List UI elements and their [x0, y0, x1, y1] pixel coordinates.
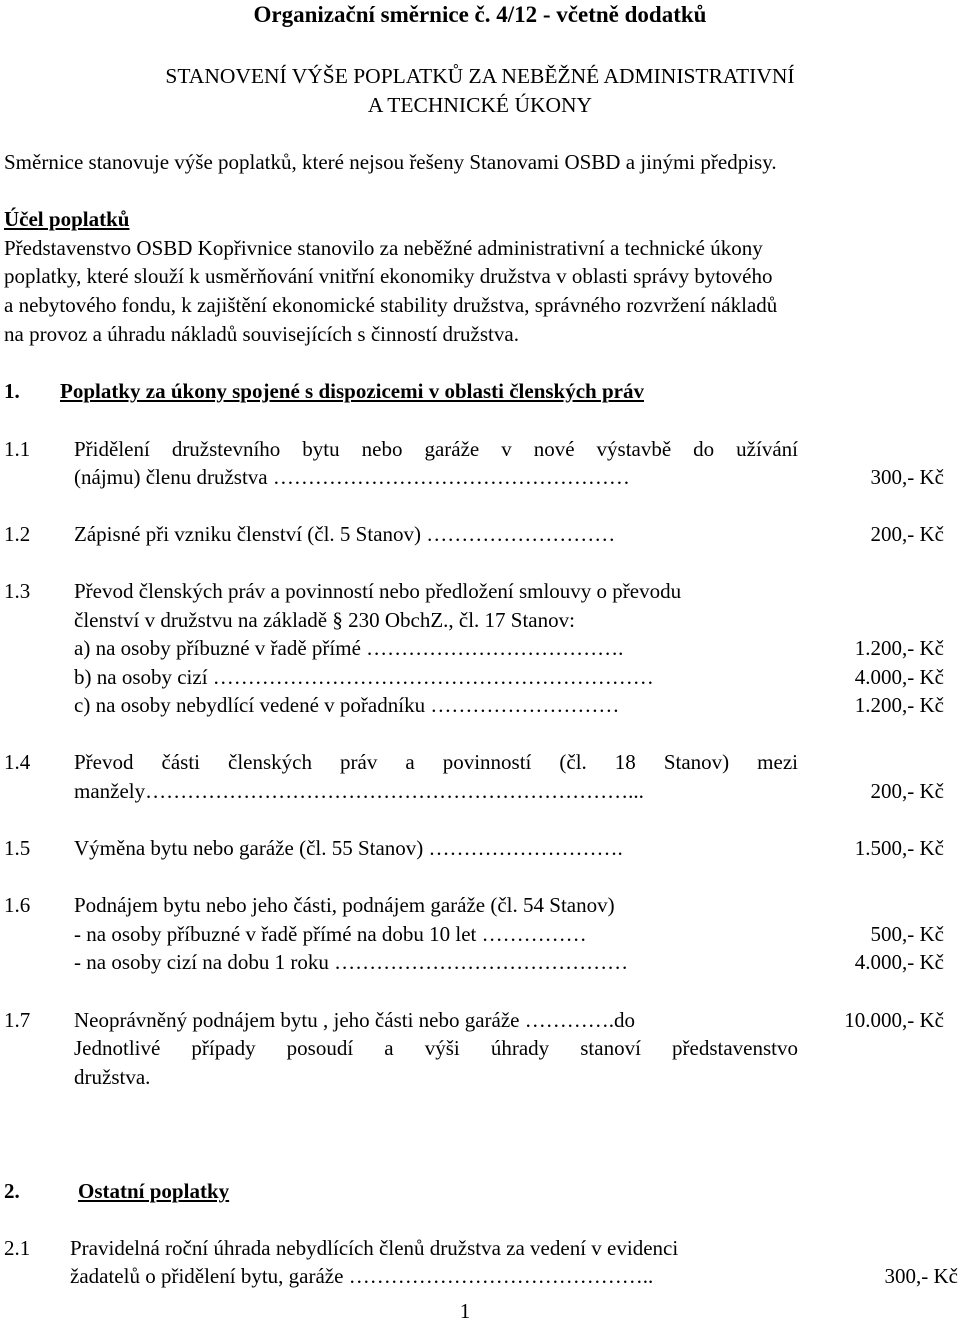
item-1-6-b-amount: 4.000,- Kč — [854, 950, 944, 974]
item-1-2-text: Zápisné při vzniku členství (čl. 5 Stanov) ……………………… — [74, 522, 616, 546]
item-1-4-line-1: Převod části členských práv a povinností (čl. 18 Stanov) mezi — [74, 750, 798, 774]
item-number: 1.1 — [4, 437, 31, 461]
subtitle-line-1: STANOVENÍ VÝŠE POPLATKŮ ZA NEBĚŽNÉ ADMINISTRATIVNÍ — [165, 64, 795, 88]
item-number: 1.4 — [4, 750, 31, 774]
item-number: 1.5 — [4, 836, 31, 860]
document-title: Organizační směrnice č. 4/12 - včetně dodatků — [253, 2, 707, 27]
item-2-1-line-2: žadatelů o přidělení bytu, garáže …………………………………….. — [70, 1264, 654, 1288]
item-number: 1.7 — [4, 1008, 31, 1032]
purpose-line: poplatky, které slouží k usměrňování vnitřní ekonomiky družstva v oblasti správy bytového — [4, 264, 773, 288]
item-1-6-a: - na osoby příbuzné v řadě přímé na dobu 10 let …………… — [74, 922, 587, 946]
page-number: 1 — [459, 1299, 471, 1323]
purpose-heading: Účel poplatků — [4, 207, 130, 231]
item-1-3-b: b) na osoby cizí ……………………………………………………… — [74, 665, 654, 689]
item-2-1-line-1: Pravidelná roční úhrada nebydlících členů družstva za vedení v evidenci — [70, 1236, 679, 1260]
item-1-7-line-3: družstva. — [74, 1065, 151, 1089]
item-1-3-c-amount: 1.200,- Kč — [854, 693, 944, 717]
item-number: 2.1 — [4, 1236, 31, 1260]
item-1-4-amount: 200,- Kč — [870, 779, 944, 803]
section-2-title: Ostatní poplatky — [78, 1179, 230, 1203]
item-1-6-a-amount: 500,- Kč — [870, 922, 944, 946]
item-1-6-line-1: Podnájem bytu nebo jeho části, podnájem garáže (čl. 54 Stanov) — [74, 893, 615, 917]
purpose-line: Představenstvo OSBD Kopřivnice stanovilo za neběžné administrativní a technické úkony — [4, 236, 763, 260]
item-1-3-line-1: Převod členských práv a povinností nebo předložení smlouvy o převodu — [74, 579, 682, 603]
item-1-3-b-amount: 4.000,- Kč — [854, 665, 944, 689]
item-1-4-line-2: manžely……………………………………………………………... — [74, 779, 644, 803]
section-1-number: 1. — [4, 379, 20, 403]
item-2-1-amount: 300,- Kč — [884, 1264, 958, 1288]
section-2-number: 2. — [4, 1179, 20, 1203]
item-number: 1.6 — [4, 893, 31, 917]
section-1-title: Poplatky za úkony spojené s dispozicemi v oblasti členských práv — [60, 379, 644, 403]
item-1-7-amount: 10.000,- Kč — [844, 1008, 944, 1032]
intro-text: Směrnice stanovuje výše poplatků, které nejsou řešeny Stanovami OSBD a jinými předpisy. — [4, 150, 777, 174]
item-1-3-a-amount: 1.200,- Kč — [854, 636, 944, 660]
item-1-7-line-1: Neoprávněný podnájem bytu , jeho části nebo garáže ………….do — [74, 1008, 636, 1032]
item-1-1-line-1: Přidělení družstevního bytu nebo garáže v nové výstavbě do užívání — [74, 437, 798, 461]
item-number: 1.3 — [4, 579, 31, 603]
item-1-2-amount: 200,- Kč — [870, 522, 944, 546]
item-number: 1.2 — [4, 522, 31, 546]
item-1-3-c: c) na osoby nebydlící vedené v pořadníku ……………………… — [74, 693, 620, 717]
item-1-3-line-2: členství v družstvu na základě § 230 ObchZ., čl. 17 Stanov: — [74, 608, 575, 632]
purpose-line: a nebytového fondu, k zajištění ekonomické stability družstva, správného rozvržení nákladů — [4, 293, 778, 317]
item-1-1-amount: 300,- Kč — [870, 465, 944, 489]
item-1-5-text: Výměna bytu nebo garáže (čl. 55 Stanov) ………………………. — [74, 836, 623, 860]
item-1-5-amount: 1.500,- Kč — [854, 836, 944, 860]
item-1-1-line-2: (nájmu) členu družstva …………………………………………… — [74, 465, 630, 489]
subtitle-line-2: A TECHNICKÉ ÚKONY — [367, 93, 593, 117]
item-1-3-a: a) na osoby příbuzné v řadě přímé ………………………………. — [74, 636, 624, 660]
item-1-6-b: - na osoby cizí na dobu 1 roku …………………………………… — [74, 950, 629, 974]
item-1-7-line-2: Jednotlivé případy posoudí a výši úhrady stanoví představenstvo — [74, 1036, 798, 1060]
purpose-line: na provoz a úhradu nákladů souvisejících s činností družstva. — [4, 322, 519, 346]
